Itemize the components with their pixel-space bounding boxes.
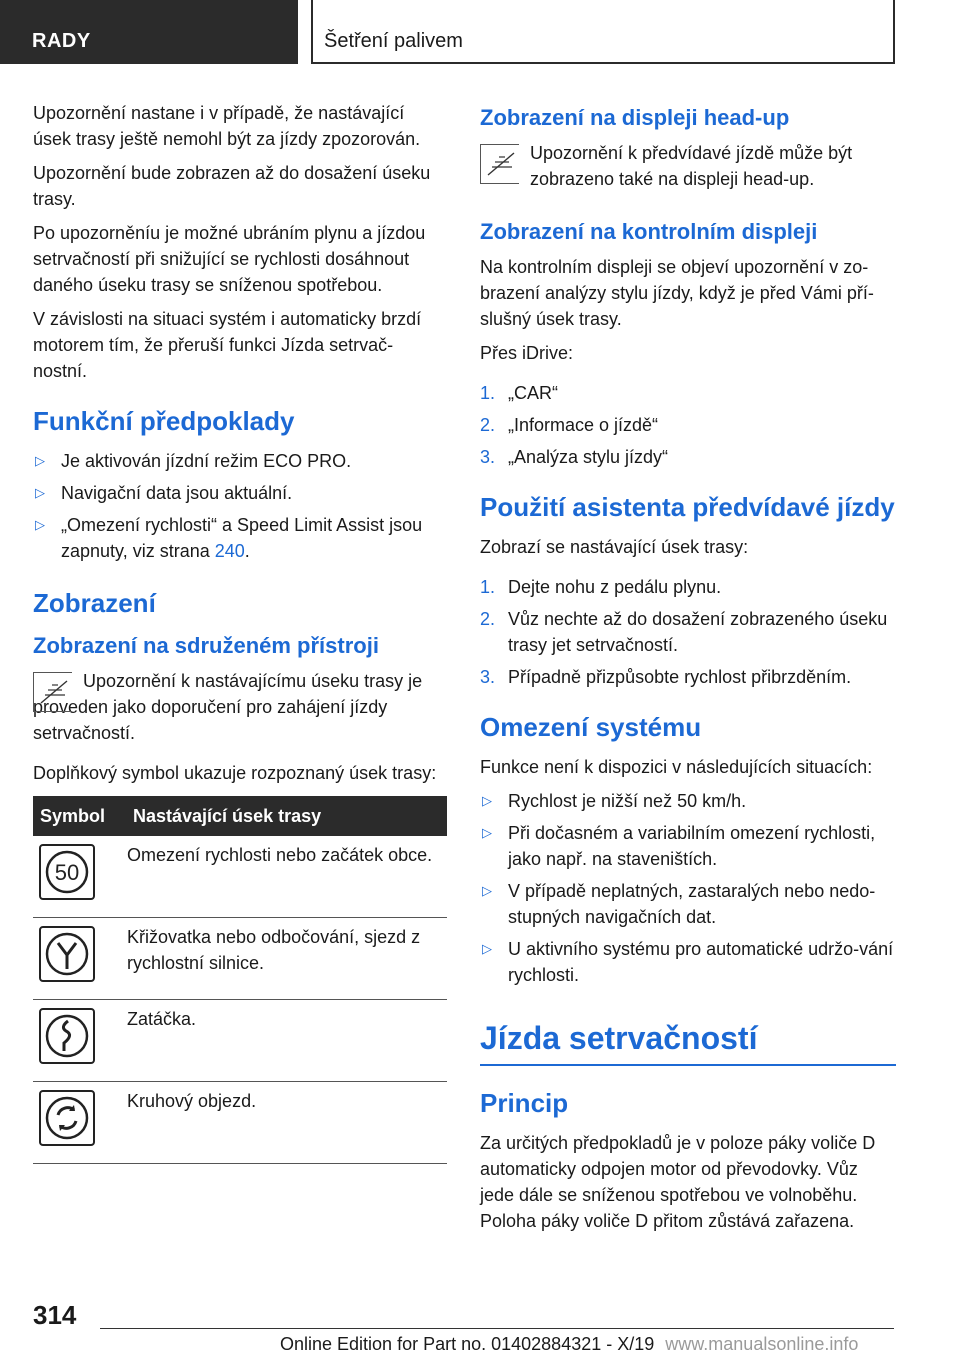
paragraph: Za určitých předpokladů je v poloze páky voliče D automaticky odpojen motor od převodovky. Vůz jede dále se sníženou spotřebou ve volnoběhu. Poloha páky voliče D přitom zůstává zařazena. <box>480 1133 876 1231</box>
header-section-label: RADY <box>32 30 91 52</box>
paragraph: Funkce není k dispozici v následujících situacích: <box>480 757 873 777</box>
paragraph: Upozornění nastane i v případě, že nastávající úsek trasy ještě nemohl být za jízdy zpozorován. <box>33 103 421 149</box>
note-text: Upozornění k předvídavé jízdě může být zobrazeno také na displeji head-up. <box>530 143 853 189</box>
triangle-bullet-icon: ▷ <box>482 883 492 898</box>
triangle-bullet-icon: ▷ <box>35 485 45 500</box>
left-column <box>33 100 447 1164</box>
triangle-bullet-icon: ▷ <box>482 825 492 840</box>
limits-list <box>480 788 896 988</box>
heading-funkcni: Funkční předpoklady <box>33 406 295 436</box>
footer-edition-text: Online Edition for Part no. 01402884321 - X/19 <box>280 1334 655 1354</box>
table-row <box>33 918 447 1000</box>
right-column <box>480 104 896 1242</box>
requirements-list <box>33 448 447 564</box>
list-item: 1. „CAR“ <box>480 383 558 403</box>
paragraph: Po upozorněníu je možné ubráním plynu a jízdou setrvačností při snižující se rychlosti dosáhnout daného úseku trasy se sníženou spotřebou. <box>33 223 426 295</box>
list-item: 3. Případně přizpůsobte rychlost přibrzděním. <box>480 667 852 687</box>
list-item: 2. „Informace o jízdě“ <box>480 415 659 435</box>
note-block <box>480 140 896 192</box>
heading-princip: Princip <box>480 1088 569 1118</box>
table-cell: Zatáčka. <box>126 1000 447 1082</box>
heading-kontrol: Zobrazení na kontrolním displeji <box>480 219 818 244</box>
page-link[interactable]: 240 <box>214 541 245 561</box>
idrive-list <box>480 380 896 470</box>
header-section <box>0 0 298 64</box>
paragraph: Upozornění bude zobrazen až do dosažení úseku trasy. <box>33 163 431 209</box>
heading-jizda: Jízda setrvačností <box>480 1018 896 1066</box>
list-item: ▷ Je aktivován jízdní režim ECO PRO. <box>33 448 447 474</box>
heading-sdruzeny: Zobrazení na sdruženém přístroji <box>33 633 379 658</box>
table-row <box>33 1000 447 1082</box>
heading-omezeni: Omezení systému <box>480 712 702 742</box>
table-cell: Omezení rychlosti nebo začátek obce. <box>126 836 447 918</box>
footer-divider <box>100 1328 894 1329</box>
header-chapter <box>311 0 895 64</box>
paragraph: V závislosti na situaci systém i automaticky brzdí motorem tím, že přeruší funkci Jízda setrvač‐nostní. <box>33 309 422 381</box>
list-item: 3. „Analýza stylu jízdy“ <box>480 447 669 467</box>
list-item: ▷ U aktivního systému pro automatické udržo‐vání rychlosti. <box>480 936 896 988</box>
list-item: ▷ Rychlost je nižší než 50 km/h. <box>480 788 896 814</box>
triangle-bullet-icon: ▷ <box>35 453 45 468</box>
note-icon <box>480 144 519 184</box>
table-header: Nastávající úsek trasy <box>126 796 447 836</box>
triangle-bullet-icon: ▷ <box>482 793 492 808</box>
table-row <box>33 1082 447 1164</box>
page-number: 314 <box>33 1300 77 1330</box>
table-cell: Křižovatka nebo odbočování, sjezd z rychlostní silnice. <box>126 918 447 1000</box>
note-block <box>33 668 447 746</box>
heading-headup: Zobrazení na displeji head-up <box>480 105 790 130</box>
list-item: ▷ V případě neplatných, zastaralých nebo nedo‐stupných navigačních dat. <box>480 878 896 930</box>
list-item: ▷ „Omezení rychlosti“ a Speed Limit Assist jsou zapnuty, viz strana 240. <box>33 512 447 564</box>
heading-zobrazeni: Zobrazení <box>33 588 156 618</box>
table-row <box>33 836 447 918</box>
table-cell: Kruhový objezd. <box>126 1082 447 1164</box>
paragraph: Na kontrolním displeji se objeví upozornění v zo‐brazení analýzy stylu jízdy, když je před Vámi pří‐slušný úsek trasy. <box>480 257 874 329</box>
junction-icon <box>39 926 95 982</box>
heading-pouziti: Použití asistenta předvídavé jízdy <box>480 492 895 522</box>
footer-edition <box>280 1334 858 1355</box>
symbol-table <box>33 796 447 1164</box>
paragraph: Přes iDrive: <box>480 343 574 363</box>
triangle-bullet-icon: ▷ <box>482 941 492 956</box>
steps-list <box>480 574 896 690</box>
watermark: www.manualsonline.info <box>665 1334 859 1354</box>
note-icon <box>33 672 72 712</box>
curve-icon <box>39 1008 95 1064</box>
speed-limit-icon <box>39 844 95 900</box>
paragraph: Doplňkový symbol ukazuje rozpoznaný úsek trasy: <box>33 763 437 783</box>
table-header-row <box>33 796 447 836</box>
paragraph: Zobrazí se nastávající úsek trasy: <box>480 537 749 557</box>
table-header: Symbol <box>33 796 126 836</box>
list-item: 1. Dejte nohu z pedálu plynu. <box>480 577 722 597</box>
triangle-bullet-icon: ▷ <box>35 517 45 532</box>
roundabout-icon <box>39 1090 95 1146</box>
header-chapter-label: Šetření palivem <box>324 30 463 52</box>
list-item: ▷ Navigační data jsou aktuální. <box>33 480 447 506</box>
list-item: ▷ Při dočasném a variabilním omezení rychlosti, jako např. na staveništích. <box>480 820 896 872</box>
svg-text:50: 50 <box>54 860 80 885</box>
list-item: 2. Vůz nechte až do dosažení zobrazeného úseku trasy jet setrvačností. <box>480 609 888 655</box>
note-text: Upozornění k nastávajícímu úseku trasy je proveden jako doporučení pro zahájení jízdy setrvačností. <box>33 671 423 743</box>
